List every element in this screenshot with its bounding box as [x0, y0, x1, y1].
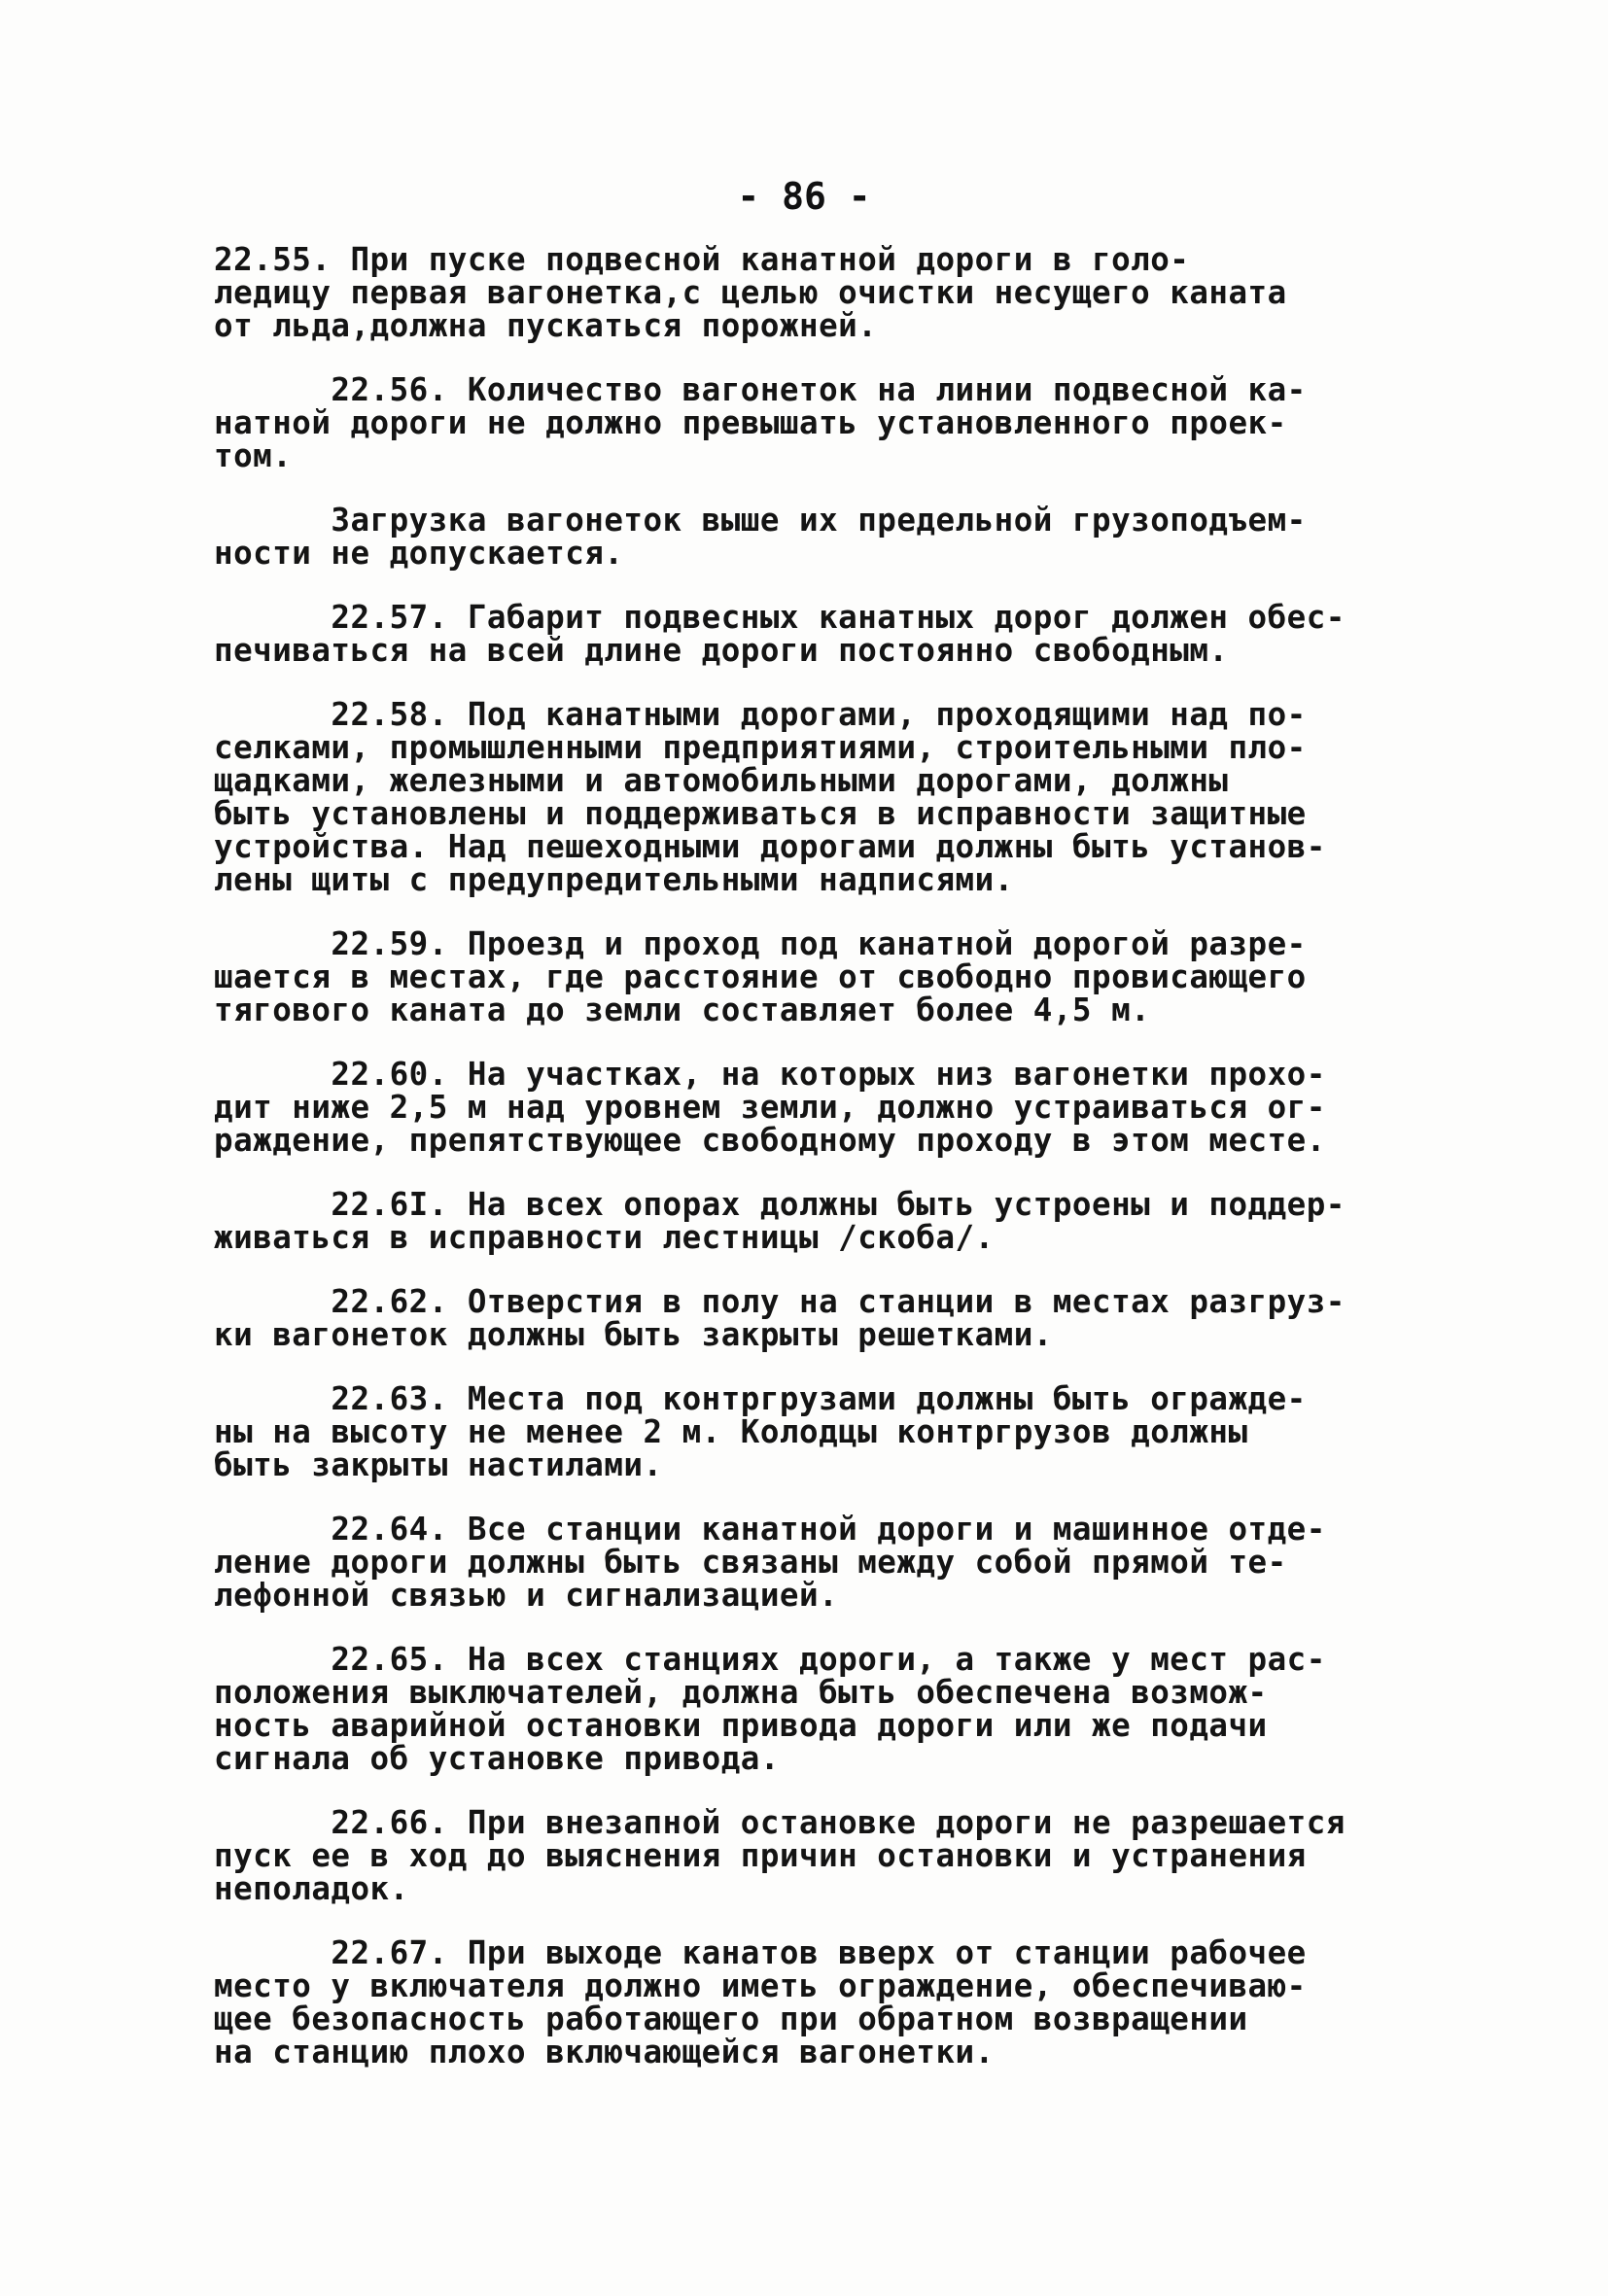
text-line: 22.57. Габарит подвесных канатных дорог должен обес- — [214, 599, 1346, 636]
text-line: печиваться на всей длине дороги постоянно свободным. — [214, 632, 1229, 669]
text-line: ность аварийной остановки привода дороги или же подачи — [214, 1707, 1268, 1744]
text-line: том. — [214, 437, 293, 474]
text-line: устройства. Над пешеходными дорогами должны быть установ- — [214, 828, 1326, 865]
paragraph-p-22-56b — [214, 504, 1419, 570]
text-line: 22.66. При внезапной остановке дороги не разрешается — [214, 1804, 1346, 1841]
text-line: пуск ее в ход до выяснения причин остановки и устранения — [214, 1837, 1307, 1874]
text-line: 22.67. При выходе канатов вверх от станции рабочее — [214, 1934, 1307, 1971]
text-line: 22.60. На участках, на которых низ вагонетки прохо- — [214, 1056, 1326, 1093]
text-line: сигнала об установке привода. — [214, 1740, 780, 1777]
paragraph-p-22-60 — [214, 1058, 1419, 1157]
text-line: 22.62. Отверстия в полу на станции в местах разгруз- — [214, 1283, 1346, 1320]
paragraph-p-22-57 — [214, 601, 1419, 667]
text-line: ледицу первая вагонетка,с целью очистки несущего каната — [214, 274, 1287, 311]
text-line: ны на высоту не менее 2 м. Колодцы контргрузов должны — [214, 1413, 1248, 1450]
text-line: 22.6I. На всех опорах должны быть устроены и поддер- — [214, 1186, 1346, 1223]
text-line: 22.55. При пуске подвесной канатной дороги в голо- — [214, 241, 1190, 278]
paragraph-p-22-55 — [214, 243, 1419, 342]
paragraph-p-22-61 — [214, 1188, 1419, 1254]
text-line: место у включателя должно иметь ограждение, обеспечиваю- — [214, 1967, 1307, 2004]
text-line: ки вагонеток должны быть закрыты решетками. — [214, 1316, 1053, 1353]
paragraph-p-22-66 — [214, 1806, 1419, 1905]
paragraph-p-22-59 — [214, 927, 1419, 1026]
text-line: лены щиты с предупредительными надписями. — [214, 861, 1014, 898]
text-line: неполадок. — [214, 1870, 409, 1907]
document-body — [214, 243, 1419, 2100]
text-line: 22.63. Места под контргрузами должны быть огражде- — [214, 1380, 1307, 1417]
text-line: положения выключателей, должна быть обеспечена возмож- — [214, 1674, 1268, 1711]
text-line: ности не допускается. — [214, 535, 624, 572]
text-line: натной дороги не должно превышать установленного проек- — [214, 404, 1287, 441]
text-line: 22.59. Проезд и проход под канатной дорогой разре- — [214, 925, 1307, 962]
text-line: быть установлены и поддерживаться в исправности защитные — [214, 795, 1307, 832]
paragraph-p-22-63 — [214, 1382, 1419, 1481]
text-line: живаться в исправности лестницы /скоба/. — [214, 1219, 995, 1256]
paragraph-p-22-64 — [214, 1513, 1419, 1612]
text-line: щее безопасность работающего при обратном возвращении — [214, 2000, 1248, 2037]
text-line: на станцию плохо включающейся вагонетки. — [214, 2034, 995, 2070]
text-line: от льда,должна пускаться порожней. — [214, 307, 878, 344]
paragraph-p-22-65 — [214, 1643, 1419, 1775]
text-line: шается в местах, где расстояние от свободно провисающего — [214, 958, 1307, 995]
paragraph-p-22-62 — [214, 1285, 1419, 1351]
paragraph-p-22-67 — [214, 1936, 1419, 2069]
paragraph-p-22-58 — [214, 698, 1419, 896]
paragraph-p-22-56 — [214, 373, 1419, 472]
text-line: щадками, железными и автомобильными дорогами, должны — [214, 762, 1229, 799]
page-number: - 86 - — [737, 175, 871, 218]
text-line: 22.64. Все станции канатной дороги и машинное отде- — [214, 1511, 1326, 1548]
text-line: раждение, препятствующее свободному проходу в этом месте. — [214, 1122, 1326, 1159]
text-line: дит ниже 2,5 м над уровнем земли, должно устраиваться ог- — [214, 1089, 1326, 1126]
text-line: лефонной связью и сигнализацией. — [214, 1577, 839, 1614]
text-line: быть закрыты настилами. — [214, 1446, 663, 1483]
text-line: ление дороги должны быть связаны между собой прямой те- — [214, 1544, 1287, 1581]
text-line: 22.58. Под канатными дорогами, проходящими над по- — [214, 696, 1307, 733]
text-line: 22.65. На всех станциях дороги, а также у мест рас- — [214, 1641, 1326, 1678]
text-line: тягового каната до земли составляет более 4,5 м. — [214, 991, 1151, 1028]
text-line: Загрузка вагонеток выше их предельной грузоподъем- — [214, 502, 1307, 539]
text-line: 22.56. Количество вагонеток на линии подвесной ка- — [214, 371, 1307, 408]
text-line: селками, промышленными предприятиями, строительными пло- — [214, 729, 1307, 766]
